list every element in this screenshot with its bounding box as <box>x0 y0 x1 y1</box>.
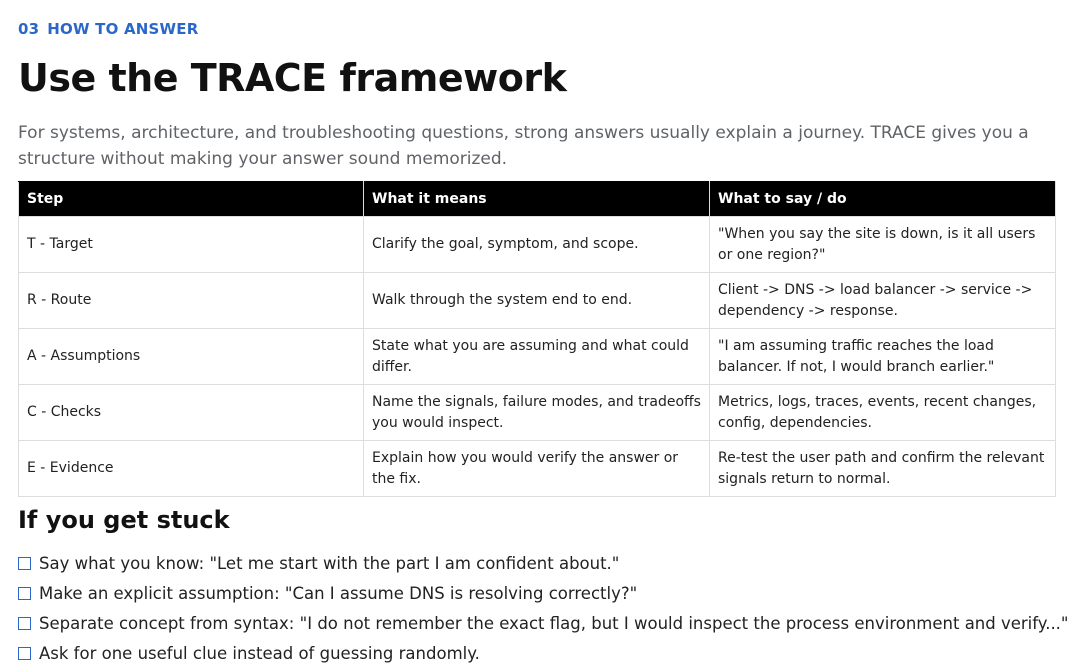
stuck-checklist <box>18 548 1069 668</box>
checklist-item <box>18 638 1069 668</box>
table-row <box>19 385 1056 441</box>
section-number: 03 <box>18 20 40 38</box>
column-header-meaning: What it means <box>364 182 710 217</box>
checkbox-icon[interactable] <box>18 587 31 600</box>
checklist-item-text: Separate concept from syntax: "I do not remember the exact flag, but I would inspect the process environment and verify..." <box>39 613 1069 633</box>
say-do-cell: "When you say the site is down, is it all users or one region?" <box>710 217 1056 273</box>
meaning-cell: Walk through the system end to end. <box>364 273 710 329</box>
meaning-cell: Clarify the goal, symptom, and scope. <box>364 217 710 273</box>
step-cell: C - Checks <box>19 385 364 441</box>
step-cell: T - Target <box>19 217 364 273</box>
table-row <box>19 217 1056 273</box>
stuck-section-title: If you get stuck <box>18 506 230 534</box>
meaning-cell: Explain how you would verify the answer or the fix. <box>364 441 710 497</box>
table-row <box>19 329 1056 385</box>
trace-table <box>18 181 1056 497</box>
meaning-cell: Name the signals, failure modes, and tradeoffs you would inspect. <box>364 385 710 441</box>
say-do-cell: Re-test the user path and confirm the relevant signals return to normal. <box>710 441 1056 497</box>
checklist-item <box>18 578 1069 608</box>
intro-paragraph: For systems, architecture, and troubleshooting questions, strong answers usually explain a journey. TRACE gives you a structure without making your answer sound memorized. <box>18 123 1029 169</box>
table-header-row <box>19 182 1056 217</box>
step-cell: R - Route <box>19 273 364 329</box>
section-label: HOW TO ANSWER <box>47 20 199 38</box>
checklist-item <box>18 608 1069 638</box>
say-do-cell: "I am assuming traffic reaches the load balancer. If not, I would branch earlier." <box>710 329 1056 385</box>
checklist-item-text: Say what you know: "Let me start with the part I am confident about." <box>39 553 620 573</box>
checkbox-icon[interactable] <box>18 617 31 630</box>
step-cell: E - Evidence <box>19 441 364 497</box>
table-row <box>19 441 1056 497</box>
section-kicker <box>18 20 198 38</box>
checklist-item-text: Make an explicit assumption: "Can I assume DNS is resolving correctly?" <box>39 583 638 603</box>
checklist-item-text: Ask for one useful clue instead of guessing randomly. <box>39 643 480 663</box>
checkbox-icon[interactable] <box>18 557 31 570</box>
column-header-step: Step <box>19 182 364 217</box>
table-row <box>19 273 1056 329</box>
say-do-cell: Client -> DNS -> load balancer -> service -> dependency -> response. <box>710 273 1056 329</box>
checkbox-icon[interactable] <box>18 647 31 660</box>
column-header-say-do: What to say / do <box>710 182 1056 217</box>
checklist-item <box>18 548 1069 578</box>
page-title: Use the TRACE framework <box>18 56 567 100</box>
step-cell: A - Assumptions <box>19 329 364 385</box>
meaning-cell: State what you are assuming and what could differ. <box>364 329 710 385</box>
say-do-cell: Metrics, logs, traces, events, recent changes, config, dependencies. <box>710 385 1056 441</box>
